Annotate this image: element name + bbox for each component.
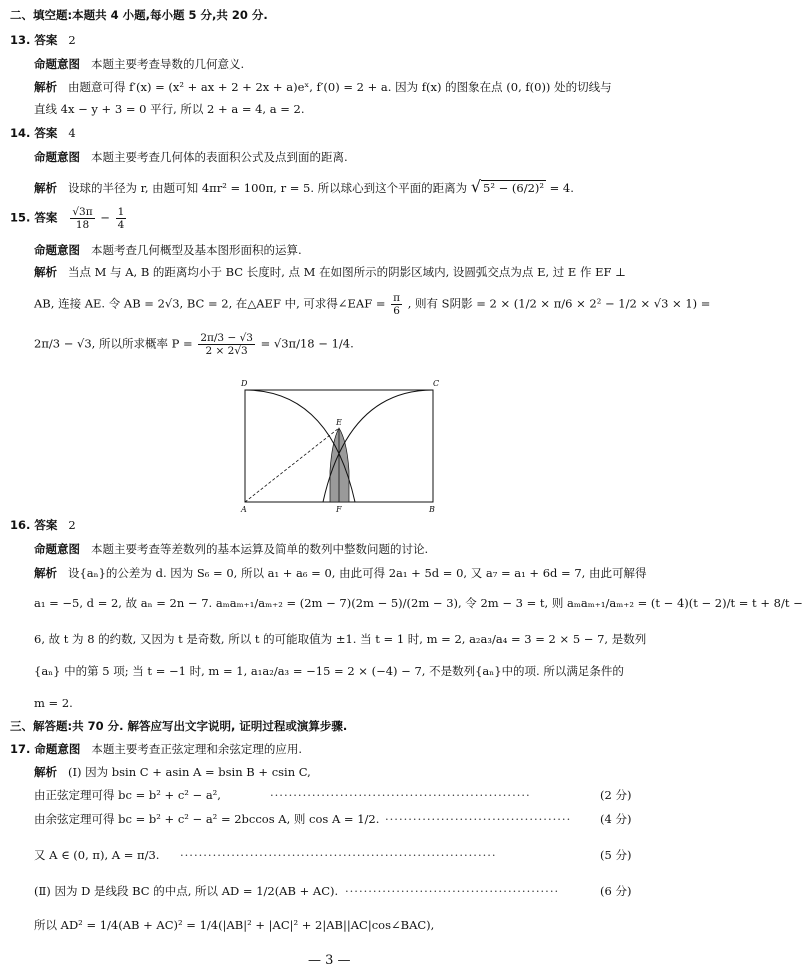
q17-intent — [10, 742, 302, 758]
segment-ae — [245, 428, 339, 502]
dot-leader: ························································ — [270, 788, 531, 802]
q17-solution-line6: 所以 AD² = 1/4(AB + AC)² = 1/4(|AB|² + |AC|² + 2|AB||AC|cos∠BAC), — [34, 918, 435, 932]
q17-solution-line3: 由余弦定理可得 bc = b² + c² − a² = 2bccos A, 则 cos A = 1/2. — [34, 812, 380, 826]
q13-solution-line1 — [34, 80, 612, 96]
q13-solution-line2: 直线 4x − y + 3 = 0 平行, 所以 2 + a = 4, a = 2. — [34, 102, 305, 116]
q13-answer: 2 — [68, 33, 76, 47]
solution-label: 解析 — [34, 566, 57, 580]
q14-label: 14. 答案 — [10, 126, 58, 140]
shaded-region — [330, 428, 349, 502]
area-expression: 1/2 × π/6 × 2² − 1/2 × √3 × 1 — [518, 296, 693, 311]
q15-intent — [34, 243, 302, 259]
q15-solution-line1 — [34, 265, 626, 281]
q17-solution-line5: (Ⅱ) 因为 D 是线段 BC 的中点, 所以 AD = 1/2(AB + AC). — [34, 884, 339, 898]
q17-solution-line2: 由正弦定理可得 bc = b² + c² − a², — [34, 788, 221, 802]
q15-answer-line — [10, 206, 128, 231]
intent-label: 命题意图 — [34, 542, 80, 556]
solution-text: 当点 M 与 A, B 的距离均小于 BC 长度时, 点 M 在如图所示的阴影区域内, 设圆弧交点为点 E, 过 E 作 EF ⊥ — [67, 265, 626, 279]
label-d: D — [241, 379, 248, 388]
text-part: ) = — [692, 296, 711, 311]
intent-text: 本题主要考查等差数列的基本运算及简单的数列中整数问题的讨论. — [90, 542, 429, 556]
solution-label: 解析 — [34, 265, 57, 279]
q16-solution-line5: m = 2. — [34, 696, 73, 710]
q15-solution-line2 — [34, 292, 710, 317]
q16-solution-line1 — [34, 566, 646, 582]
section-header: 二、填空题:本题共 4 小题,每小题 5 分,共 20 分. — [10, 8, 268, 22]
text-part: = √3π/18 − 1/4. — [260, 336, 354, 351]
intent-text: 本题主要考查正弦定理和余弦定理的应用. — [91, 742, 303, 756]
score-label: (2 分) — [600, 788, 632, 802]
q15-label: 15. 答案 — [10, 210, 58, 225]
q15-solution-line3 — [34, 332, 354, 357]
answer-fraction: $\frac{√3\pi}{18}$ — [72, 206, 93, 232]
solution-label: 解析 — [34, 765, 57, 779]
intent-label: 命题意图 — [34, 243, 80, 257]
q16-solution-line3: 6, 故 t 为 8 的约数, 又因为 t 是奇数, 所以 t 的可能取值为 ±1. 当 t = 1 时, m = 2, a₂a₃/a₄ = 3 = 2 × 5 − 7, 是数列 — [34, 632, 647, 646]
q14-answer: 4 — [68, 126, 76, 140]
label-b: B — [429, 505, 435, 514]
q13-label: 13. 答案 — [10, 33, 58, 47]
q14-intent — [34, 150, 348, 166]
dot-leader: ········································ — [385, 812, 572, 826]
page-number: — 3 — — [308, 953, 351, 968]
text-part: AB, 连接 AE. 令 AB = 2√3, BC = 2, 在△AEF 中, 可求得∠EAF = — [34, 296, 386, 311]
intent-label: 命题意图 — [34, 57, 80, 71]
solution-text: 由题意可得 f′(x) = (x² + ax + 2 + 2x + a)eˣ, f′(0) = 2 + a. 因为 f(x) 的图象在点 (0, f(0)) 处的切线与 — [67, 80, 612, 94]
solution-label: 解析 — [34, 181, 57, 195]
q16-intent — [34, 542, 428, 558]
score-label: (6 分) — [600, 884, 632, 898]
label-e: E — [336, 418, 342, 427]
dot-leader: ·············································· — [345, 884, 560, 898]
q13-answer-line — [10, 33, 76, 49]
dot-leader: ···································································· — [180, 848, 497, 862]
intent-text: 本题主要考查导数的几何意义. — [90, 57, 245, 71]
probability-fraction: $\frac{2\pi/3 - √3}{2 \times 2√3}$ — [200, 332, 253, 358]
label-c: C — [433, 379, 440, 388]
q16-answer-line — [10, 518, 76, 534]
result-text: = 4. — [549, 181, 574, 195]
sqrt-expression: 5² − (6/2)² — [483, 181, 544, 195]
solution-text: (Ⅰ) 因为 bsin C + asin A = bsin B + csin C, — [67, 765, 311, 779]
solution-text: 设{aₙ}的公差为 d. 因为 S₆ = 0, 所以 a₁ + a₆ = 0, 由此可得 2a₁ + 5d = 0, 又 a₇ = a₁ + 6d = 7, 由此可解得 — [67, 566, 647, 580]
score-label: (5 分) — [600, 848, 632, 862]
q17-label: 17. 命题意图 — [10, 742, 81, 756]
intent-label: 命题意图 — [34, 150, 80, 164]
answer-fraction-2: $\frac{1}{4}$ — [117, 206, 125, 232]
score-label: (4 分) — [600, 812, 632, 826]
q16-answer: 2 — [68, 518, 76, 532]
section-header: 三、解答题:共 70 分. 解答应写出文字说明, 证明过程或演算步骤. — [10, 719, 348, 733]
q17-solution-line1 — [34, 765, 311, 781]
intent-text: 本题考查几何概型及基本图形面积的运算. — [90, 243, 302, 257]
q16-solution-line4: {aₙ} 中的第 5 项; 当 t = −1 时, m = 1, a₁a₂/a₃ = −15 = 2 × (−4) − 7, 不是数列{aₙ}中的项. 所以满足条件的 — [34, 664, 624, 678]
intent-text: 本题主要考查几何体的表面积公式及点到面的距离. — [90, 150, 348, 164]
q13-intent — [34, 57, 244, 73]
label-a: A — [241, 505, 247, 514]
label-f: F — [336, 505, 342, 514]
solution-text: 设球的半径为 r, 由题可知 4πr² = 100π, r = 5. 所以球心到这个平面的距离为 — [67, 181, 468, 195]
q14-solution-line1: 解析 设球的半径为 r, 由题可知 4πr² = 100π, r = 5. 所以球心到这个平面的距离为 √ 5² − (6/2)² = 4. — [34, 177, 574, 196]
text-part: , 则有 S阴影 = 2 × ( — [407, 296, 519, 311]
geometry-figure — [235, 375, 440, 515]
q14-answer-line — [10, 126, 76, 142]
q17-solution-line4: 又 A ∈ (0, π), A = π/3. — [34, 848, 160, 862]
solution-label: 解析 — [34, 80, 57, 94]
q16-solution-line2: a₁ = −5, d = 2, 故 aₙ = 2n − 7. aₘaₘ₊₁/aₘ₊₂ = (2m − 7)(2m − 5)/(2m − 3), 令 2m − 3 = t, 则 aₘaₘ₊₁/aₘ₊₂ = (t − 4)(t − 2)/t = t + 8/t − — [34, 596, 803, 610]
text-part: 2π/3 − √3, 所以所求概率 P = — [34, 336, 193, 351]
angle-fraction: $\frac{\pi}{6}$ — [393, 292, 401, 318]
q16-label: 16. 答案 — [10, 518, 58, 532]
minus-sign: − — [100, 210, 110, 225]
